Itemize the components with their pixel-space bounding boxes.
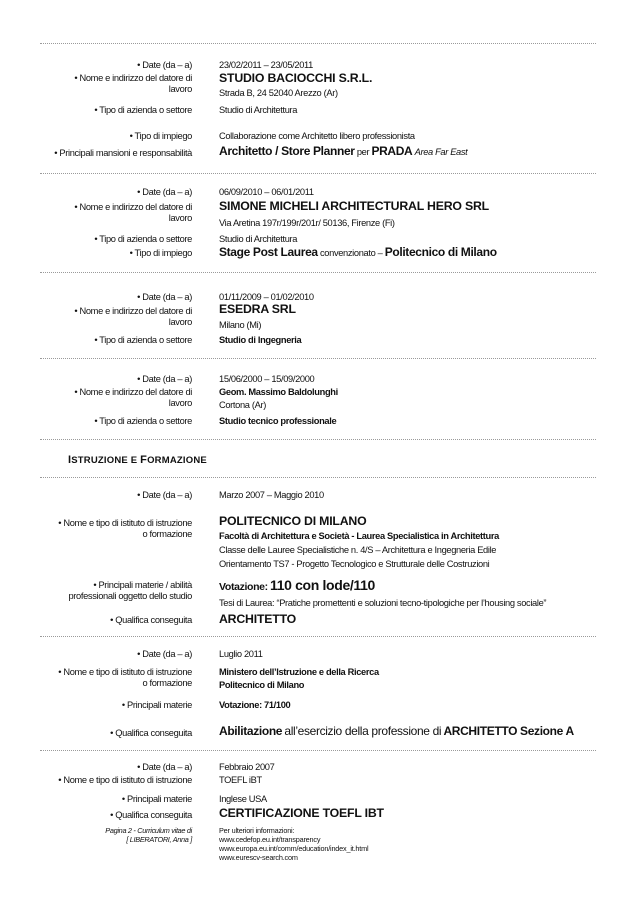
date-value: 15/06/2000 – 15/09/2000 [219,374,315,384]
footer-link[interactable]: www.eurescv-search.com [219,853,298,862]
qualification-value: CERTIFICAZIONE TOEFL IBT [219,806,384,820]
thesis: Tesi di Laurea: “Pratiche promettenti e soluzioni tecno-tipologiche per l’housing sociale” [219,598,547,608]
sector-value: Studio di Ingegneria [219,335,302,345]
date-label: • Date (da – a) [137,374,192,384]
divider [40,272,596,273]
date-value: 01/11/2009 – 01/02/2010 [219,292,314,302]
employer-label [30,73,192,95]
footer-info-label: Per ulteriori informazioni: [219,826,295,835]
subjects-value: Votazione: 71/100 [219,700,291,710]
institute-label: • Nome e tipo di istituto di istruzione [58,775,192,785]
divider [40,636,596,637]
sector-label: • Tipo di azienda o settore [94,335,192,345]
section-title [68,454,207,466]
date-label: • Date (da – a) [137,649,192,659]
section-title-cap: I [68,454,72,466]
section-title-part: STRUZIONE E [71,455,141,466]
employer-label-line2: lavoro [168,84,192,94]
section-title-cap: F [140,454,148,466]
date-value: Marzo 2007 – Maggio 2010 [219,490,324,500]
employer-address: Cortona (Ar) [219,400,266,410]
employer-label [30,306,192,328]
date-value: Febbraio 2007 [219,762,275,772]
employer-name: SIMONE MICHELI ARCHITECTURAL HERO SRL [219,199,489,213]
job-mid: convenzionato – [320,248,383,258]
employer-address: Strada B, 24 52040 Arezzo (Ar) [219,88,338,98]
subjects-label-line2: professionali oggetto dello studio [68,591,192,601]
subjects-label: • Principali materie [121,700,192,710]
job-bold: Stage Post Laurea [219,245,318,259]
institute-class: Classe delle Lauree Specialistiche n. 4/S – Architettura e Ingegneria Edile [219,545,497,555]
duties-value [219,146,619,158]
institute-label-line1: • Nome e tipo di istituto di istruzione [58,667,192,677]
divider [40,439,596,440]
divider [40,477,596,478]
institute-university: Politecnico di Milano [219,680,305,690]
institute-orientation: Orientamento TS7 - Progetto Tecnologico e Strutturale delle Costruzioni [219,559,490,569]
qualification-mid: all’esercizio della professione di [284,724,442,738]
date-label: • Date (da – a) [137,490,192,500]
qualification-label: • Qualifica conseguita [110,615,192,625]
employer-label-line2: lavoro [168,213,192,223]
qualification-value [219,726,619,738]
footer-link[interactable]: www.europa.eu.int/comm/education/index_it.html [219,844,369,853]
employer-label-line1: • Nome e indirizzo del datore di [74,73,192,83]
institute-name: TOEFL iBT [219,775,262,785]
institute-faculty: Facoltà di Architettura e Società - Laurea Specialistica in Architettura [219,531,499,541]
subjects-label [20,580,192,602]
sector-label: • Tipo di azienda o settore [94,234,192,244]
sector-value: Studio di Architettura [219,234,298,244]
date-value: 23/02/2011 – 23/05/2011 [219,60,313,70]
duties-area: Area Far East [414,147,468,157]
date-label: • Date (da – a) [137,292,192,302]
divider [40,173,596,174]
qualification-label: • Qualifica conseguita [110,728,192,738]
employer-label [30,202,192,224]
employer-name: STUDIO BACIOCCHI S.R.L. [219,71,373,85]
date-value: 06/09/2010 – 06/01/2011 [219,187,314,197]
employer-name: ESEDRA SRL [219,302,296,316]
job-label: • Tipo di impiego [129,248,192,258]
qualification-end: ARCHITETTO Sezione A [443,724,574,738]
sector-value: Studio tecnico professionale [219,416,337,426]
subjects-value: Inglese USA [219,794,267,804]
employer-label-line1: • Nome e indirizzo del datore di [74,306,192,316]
institute-label-line1: • Nome e tipo di istituto di istruzione [58,518,192,528]
divider [40,43,596,44]
date-label: • Date (da – a) [137,762,192,772]
vote-line [219,577,619,593]
duties-role: Architetto / Store Planner [219,144,355,158]
date-label: • Date (da – a) [137,187,192,197]
qualification-label: • Qualifica conseguita [110,810,192,820]
date-value: Luglio 2011 [219,649,263,659]
divider [40,750,596,751]
footer-page-line2: [ LIBERATORI, Anna ] [126,835,192,844]
sector-label: • Tipo di azienda o settore [94,416,192,426]
institute-name: POLITECNICO DI MILANO [219,514,367,528]
institute-label [20,518,192,540]
sector-label: • Tipo di azienda o settore [94,105,192,115]
duties-brand: PRADA [371,144,413,158]
employer-label-line2: lavoro [168,398,192,408]
sector-value: Studio di Architettura [219,105,298,115]
footer-page-line1: Pagina 2 - Curriculum vitae di [105,826,192,835]
job-value [219,247,619,259]
subjects-label-line1: • Principali materie / abilità [93,580,192,590]
employer-label-line1: • Nome e indirizzo del datore di [74,387,192,397]
qualification-value: ARCHITETTO [219,612,297,626]
divider [40,358,596,359]
duties-per: per [356,147,370,157]
footer-page-info [40,826,192,844]
employer-address: Milano (Mi) [219,320,262,330]
employer-label [30,387,192,409]
footer-link[interactable]: www.cedefop.eu.int/transparency [219,835,321,844]
employer-address: Via Aretina 197r/199r/201r/ 50136, Firenze (Fi) [219,218,395,228]
employer-label-line1: • Nome e indirizzo del datore di [74,202,192,212]
vote-label: Votazione: [219,581,268,593]
section-title-part: ORMAZIONE [147,455,207,466]
job-school: Politecnico di Milano [384,245,497,259]
employer-name: Geom. Massimo Baldolunghi [219,387,338,397]
institute-name: Ministero dell’Istruzione e della Ricerca [219,667,379,677]
qualification-bold: Abilitazione [219,724,283,738]
date-label: • Date (da – a) [137,60,192,70]
subjects-label: • Principali materie [121,794,192,804]
employer-label-line2: lavoro [168,317,192,327]
institute-label [20,667,192,689]
footer-links [219,826,368,862]
institute-label-line2: o formazione [142,678,192,688]
job-value: Collaborazione come Architetto libero professionista [219,131,415,141]
institute-label-line2: o formazione [142,529,192,539]
duties-label: • Principali mansioni e responsabilità [54,148,192,158]
job-label: • Tipo di impiego [129,131,192,141]
vote-value: 110 con lode/110 [270,577,375,593]
